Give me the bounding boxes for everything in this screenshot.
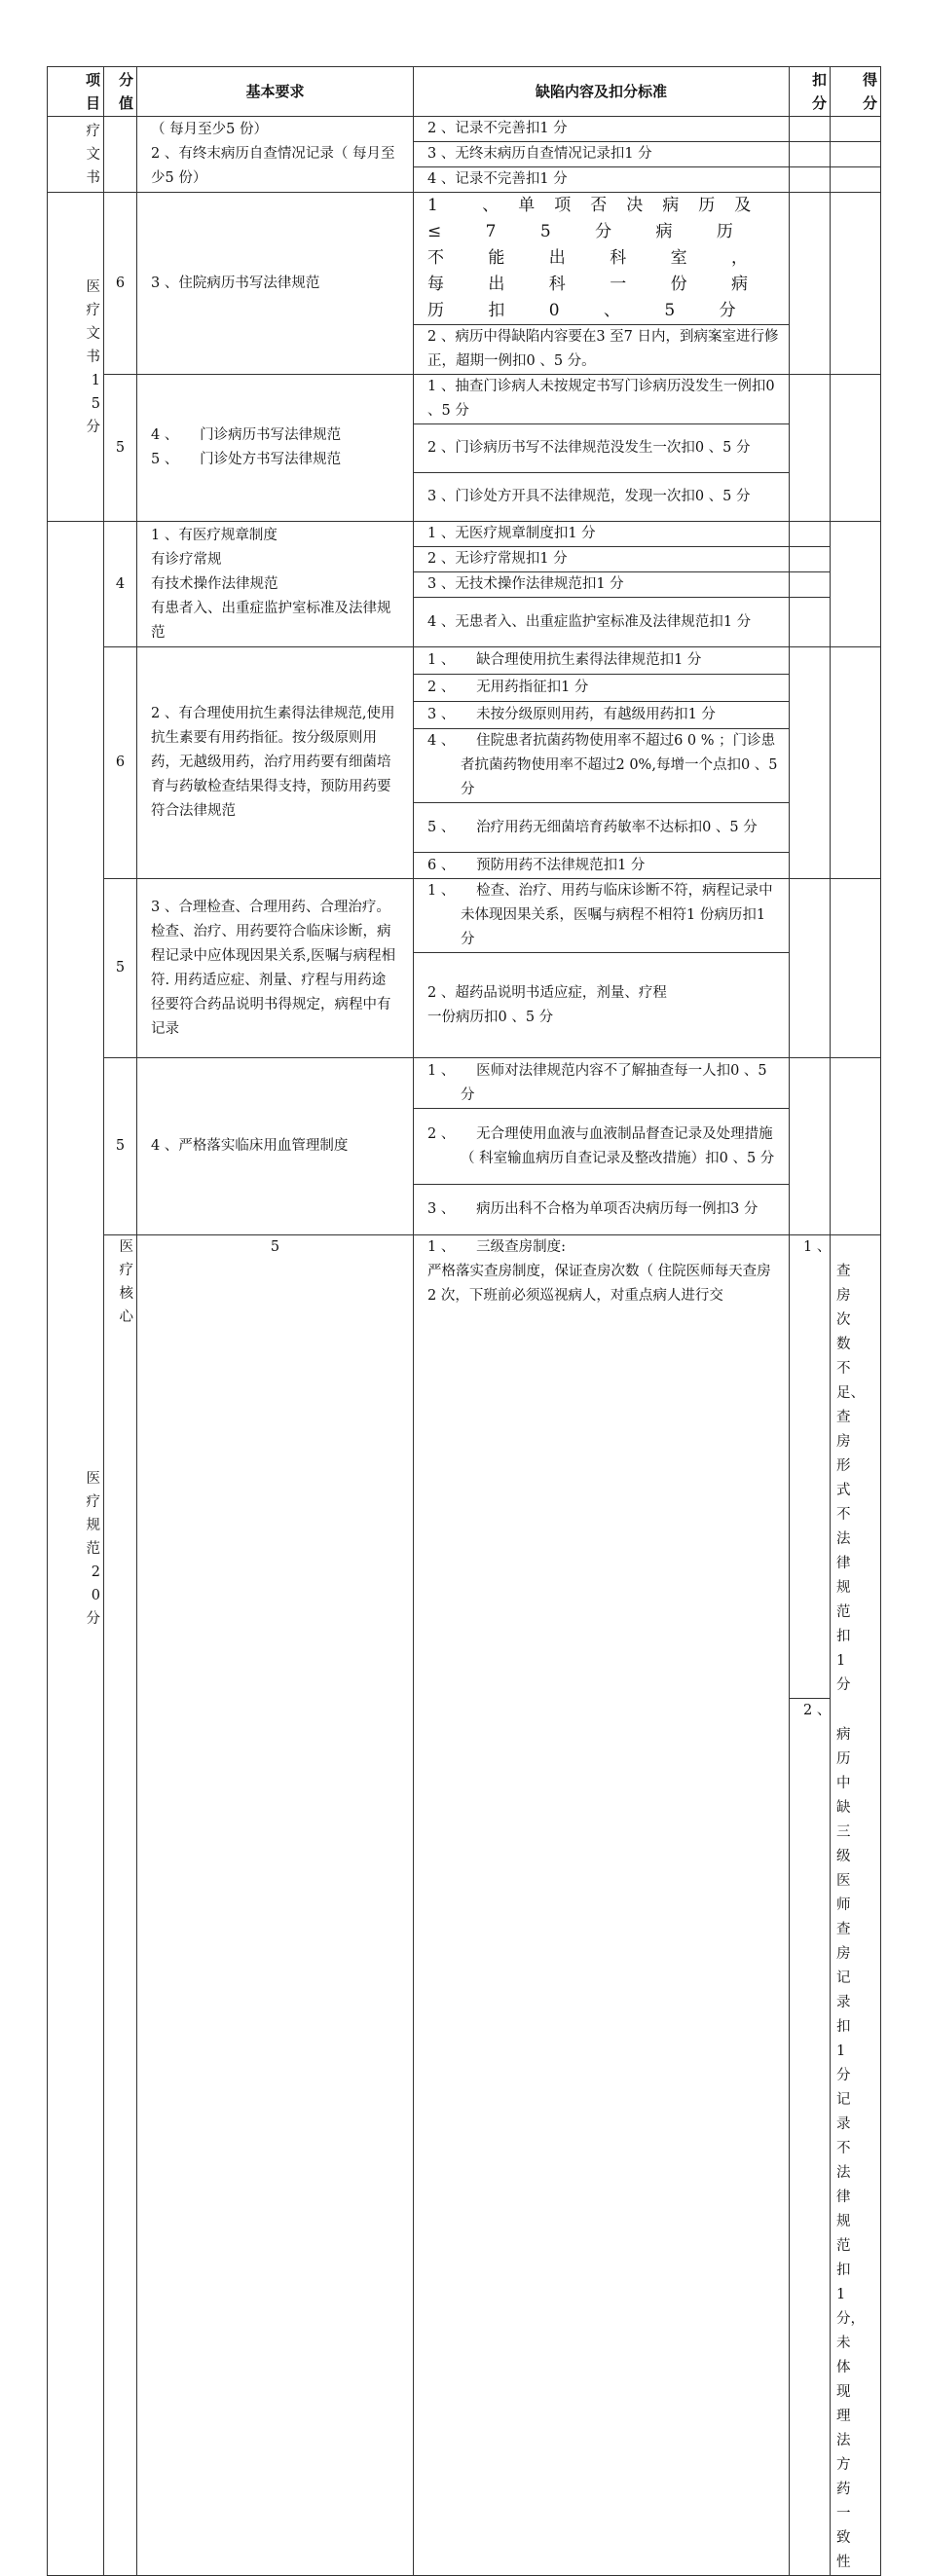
- defect-text: 4 、无患者入、出重症监护室标准及法律规范扣1 分: [427, 613, 752, 630]
- evaluation-table: [47, 66, 881, 2576]
- deduction-cell: [790, 647, 831, 879]
- score-cell: 5: [137, 1235, 414, 2576]
- defect-cell: [790, 1699, 865, 2576]
- result-cell: [831, 142, 881, 167]
- score-cell: 5: [104, 375, 137, 522]
- score-cell: 5: [104, 879, 137, 1058]
- defect-cell: [414, 729, 790, 803]
- defect-cell: 2 、 无用药指征扣1 分: [414, 675, 790, 702]
- defect-cell: [414, 803, 790, 853]
- header-score: 分 值: [104, 67, 137, 117]
- defect-text: 2 、 无合理使用血液与血液制品督查记录及处理措施（ 科室输血病历自查记录及整改措施）扣0 、5 分: [427, 1125, 775, 1166]
- result-cell: [831, 1058, 881, 1235]
- requirement-cell: 3 、合理检查、合理用药、合理治疗。检查、治疗、用药要符合临床诊断，病程记录中应体现因果关系,医嘱与病程相符. 用药适应症、剂量、疗程与用药途径要符合药品说明书得规定，病程中有记录: [137, 879, 414, 1058]
- table-row: [48, 522, 881, 547]
- deduction-cell: [790, 375, 831, 522]
- defect-cell: 6 、 预防用药不法律规范扣1 分: [414, 853, 790, 879]
- defect-cell: 1 、抽查门诊病人未按规定书写门诊病历没发生一例扣0 、5 分: [414, 375, 790, 424]
- defect-cell: 3 、门诊处方开具不法律规范，发现一次扣0 、5 分: [414, 473, 790, 522]
- defect-cell: [414, 193, 790, 325]
- item-cell: 医 疗 文 书 1 5 分: [48, 193, 104, 522]
- header-defect-criteria: 缺陷内容及扣分标准: [414, 67, 790, 117]
- header-item: 项 目: [48, 67, 104, 117]
- defect-cell: [790, 1235, 865, 1699]
- result-cell: [831, 375, 881, 522]
- defect-cell: 1 、无医疗规章制度扣1 分: [414, 522, 790, 547]
- deduction-cell: [790, 167, 831, 193]
- table-row: [48, 193, 881, 325]
- requirement-cell: 3 、住院病历书写法律规范: [137, 193, 414, 375]
- defect-text: 2 、 病历中缺三级医师查房记录扣1 分记录不法律规范扣1 分，未体现理法方药一致性: [803, 1703, 865, 2570]
- score-cell: 5: [104, 1058, 137, 1235]
- defect-cell: [414, 1185, 790, 1235]
- defect-cell: 3 、无终末病历自查情况记录扣1 分: [414, 142, 790, 167]
- score-cell: 4: [104, 522, 137, 647]
- score-cell: [104, 117, 137, 193]
- table-row: [48, 117, 881, 142]
- header-result: 得 分: [831, 67, 881, 117]
- defect-text: 5 、 治疗用药无细菌培育药敏率不达标扣0 、5 分: [427, 819, 758, 835]
- deduction-cell: [790, 572, 831, 598]
- defect-text: 1 、 医师对法律规范内容不了解抽查每一人扣0 、5 分: [427, 1062, 767, 1103]
- defect-text: 1 、 查房次数不足、查房形式不法律规范扣1 分: [803, 1239, 865, 1693]
- defect-cell: 2 、病历中得缺陷内容要在3 至7 日内，到病案室进行修正，超期一例扣0 、5 分。: [414, 325, 790, 375]
- requirement-cell: 4 、 门诊病历书写法律规范 5 、 门诊处方书写法律规范: [137, 375, 414, 522]
- table-row: [48, 879, 881, 953]
- item-cell: 医 疗 核 心: [104, 1235, 137, 2576]
- header-deduction: 扣 分: [790, 67, 831, 117]
- defect-cell: 3 、 未按分级原则用药，有越级用药扣1 分: [414, 702, 790, 729]
- requirement-cell: 2 、有合理使用抗生素得法律规范,使用抗生素要有用药指征。按分级原则用药，无越级用药，治疗用药要有细菌培育与药敏检查结果得支持，预防用药要符合法律规范: [137, 647, 414, 879]
- defect-cell: 2 、超药品说明书适应症，剂量、疗程 一份病历扣0 、5 分: [414, 953, 790, 1058]
- deduction-cell: [790, 193, 831, 375]
- defect-text: 4 、 住院患者抗菌药物使用率不超过6 0 % ；门诊患者抗菌药物使用率不超过2 0%,每增一个点扣0 、5 分: [427, 733, 778, 797]
- result-cell: [831, 647, 881, 879]
- table-row: [48, 1058, 881, 1109]
- defect-cell: 2 、门诊病历书写不法律规范没发生一次扣0 、5 分: [414, 424, 790, 473]
- header-basic-requirement: 基本要求: [137, 67, 414, 117]
- defect-text: 1 、 检查、治疗、用药与临床诊断不符，病程记录中未体现因果关系，医嘱与病程不相符1 份病历扣1 分: [427, 883, 773, 947]
- defect-cell: [414, 598, 790, 647]
- requirement-cell: 1 、有医疗规章制度 有诊疗常规 有技术操作法律规范 有患者入、出重症监护室标准及法律规范: [137, 522, 414, 647]
- item-cell: 医 疗 规 范 2 0 分: [48, 522, 104, 2576]
- defect-cell: 2 、记录不完善扣1 分: [414, 117, 790, 142]
- table-row: [48, 647, 881, 675]
- deduction-cell: [790, 142, 831, 167]
- defect-cell: 3 、无技术操作法律规范扣1 分: [414, 572, 790, 598]
- deduction-cell: [790, 1058, 831, 1235]
- result-cell: [831, 117, 881, 142]
- defect-cell: [414, 879, 790, 953]
- defect-text: 3 、 病历出科不合格为单项否决病历每一例扣3 分: [427, 1201, 758, 1217]
- deduction-cell: [790, 547, 831, 572]
- requirement-cell: 1 、 三级查房制度: 严格落实查房制度，保证查房次数（ 住院医师每天查房2 次，下班前必须巡视病人，对重点病人进行交: [414, 1235, 790, 2576]
- deduction-cell: [790, 598, 831, 647]
- evaluation-table-container: [47, 66, 880, 2570]
- defect-cell: 1 、 缺合理使用抗生素得法律规范扣1 分: [414, 647, 790, 675]
- table-row: [48, 1235, 881, 1699]
- table-header-row: [48, 67, 881, 117]
- table-row: [48, 375, 881, 424]
- item-cell: 疗 文 书: [48, 117, 104, 193]
- result-cell: [831, 522, 881, 647]
- deduction-cell: [790, 879, 831, 1058]
- deduction-cell: [790, 117, 831, 142]
- score-cell: 6: [104, 193, 137, 375]
- requirement-cell: 4 、严格落实临床用血管理制度: [137, 1058, 414, 1235]
- result-cell: [831, 167, 881, 193]
- defect-cell: 4 、记录不完善扣1 分: [414, 167, 790, 193]
- result-cell: [831, 193, 881, 375]
- score-cell: 6: [104, 647, 137, 879]
- defect-cell: [414, 1058, 790, 1109]
- requirement-cell: （ 每月至少5 份） 2 、有终末病历自查情况记录（ 每月至少5 份）: [137, 117, 414, 193]
- result-cell: [831, 879, 881, 1058]
- defect-text: 1 、单项否决病历及≤ 7 5 分 病 历 不 能 出 科 室 ， 每 出 科 一 份 病 历 扣 0 、 5 分: [427, 196, 771, 320]
- deduction-cell: [790, 522, 831, 547]
- defect-cell: 2 、无诊疗常规扣1 分: [414, 547, 790, 572]
- defect-cell: [414, 1109, 790, 1185]
